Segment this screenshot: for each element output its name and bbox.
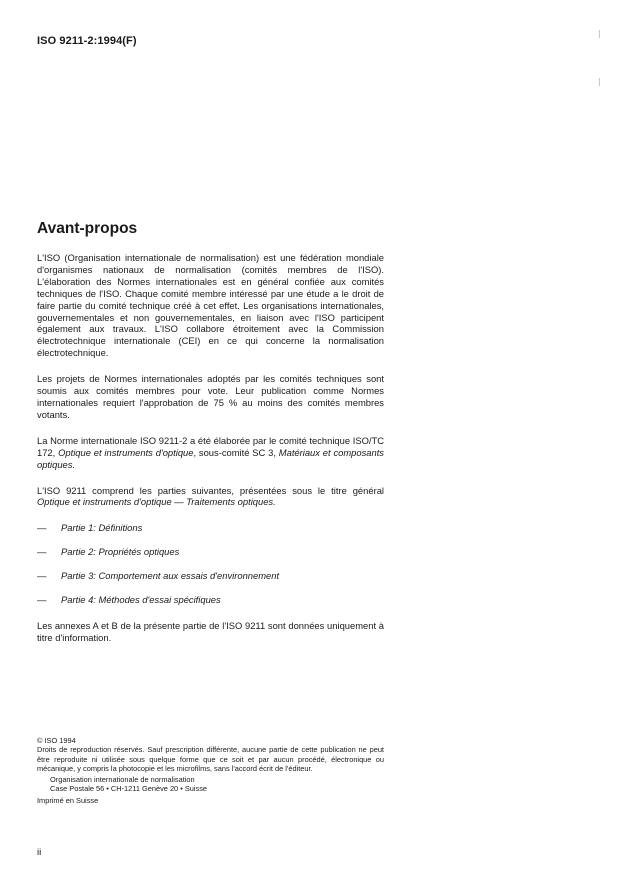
list-item (37, 546, 384, 558)
subcommittee-title: Matériaux et composants optiques. (37, 446, 384, 470)
paragraph-iso-intro: L'ISO (Organisation internationale de normalisation) est une fédération mondiale d'organismes nationaux de normalisation (comités membres de l'ISO). L'élaboration des Normes internationales est en général confiée aux comités techniques de l'ISO. Chaque comité membre intéressé par une étude a le droit de faire partie du comité technique créé à cet effet. Les organisations internationales, gouvernementales et non gouvernementales, en liaison avec l'ISO participent également aux travaux. L'ISO collabore étroitement avec la Commission électrotechnique internationale (CEI) en ce qui concerne la normalisation électrotechnique. (37, 252, 384, 359)
standard-identifier: ISO 9211-2:1994(F) (37, 35, 137, 47)
foreword-body (37, 252, 384, 658)
paragraph-voting: Les projets de Normes internationales adoptés par les comités techniques sont soumis aux comités membres pour vote. Leur publication comme Normes internationales requiert l'approbation de 75 % au moins des comités membres votants. (37, 373, 384, 420)
copyright-footer (37, 736, 384, 805)
section-title: Avant-propos (37, 220, 138, 237)
scan-margin-marks (599, 30, 601, 150)
organization-address: Case Postale 56 • CH-1211 Genève 20 • Suisse (50, 784, 208, 794)
part-label: Partie 2: Propriétés optiques (61, 546, 180, 558)
organization-name: Organisation internationale de normalisation (50, 775, 195, 785)
list-item (37, 570, 384, 582)
part-label: Partie 1: Définitions (61, 522, 143, 534)
list-dash: — (37, 546, 47, 558)
list-dash: — (37, 522, 47, 534)
list-dash: — (37, 570, 47, 582)
part-label: Partie 3: Comportement aux essais d'environnement (61, 570, 280, 582)
page-number: ii (37, 847, 42, 858)
parts-intro-text: L'ISO 9211 comprend les parties suivantes, présentées sous le titre général (37, 484, 384, 496)
paragraph-annexes: Les annexes A et B de la présente partie de l'ISO 9211 sont données uniquement à titre d'information. (37, 619, 384, 643)
list-item (37, 594, 384, 606)
general-title: Optique et instruments d'optique — Traitements optiques. (37, 496, 276, 508)
reproduction-rights: Droits de reproduction réservés. Sauf prescription différente, aucune partie de cette publication ne peut être reproduite ni utilisée sous quelque forme que ce soit et par aucun procédé, électronique ou mécanique, y compris la photocopie et les microfilms, sans l'accord écrit de l'éditeur. (37, 745, 384, 773)
paragraph-committee (37, 435, 384, 471)
copyright-notice: © ISO 1994 (37, 736, 76, 745)
parts-list (37, 522, 384, 606)
list-item (37, 522, 384, 534)
list-dash: — (37, 594, 47, 606)
committee-text: La Norme internationale ISO 9211-2 a été élaborée par le comité technique ISO/TC 172, (37, 434, 384, 458)
committee-title: Optique et instruments d'optique (58, 446, 194, 458)
subcommittee-text: , sous-comité SC 3, (193, 446, 279, 458)
printed-in: Imprimé en Suisse (37, 795, 99, 805)
part-label: Partie 4: Méthodes d'essai spécifiques (61, 594, 221, 606)
paragraph-parts-intro (37, 485, 384, 509)
